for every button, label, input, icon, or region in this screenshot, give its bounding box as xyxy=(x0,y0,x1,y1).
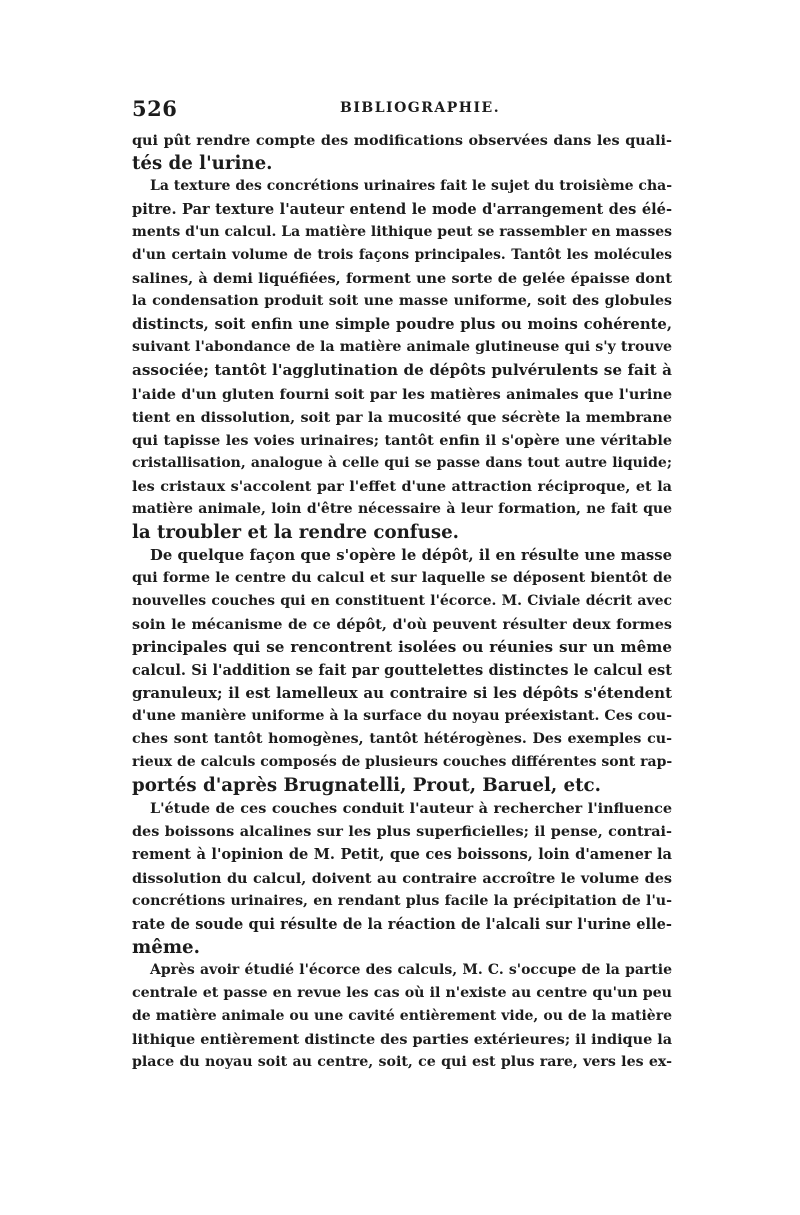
text-line: place du noyau soit au centre, soit, ce qui est plus rare, vers les ex- xyxy=(132,1053,672,1070)
text-line: suivant l'abondance de la matière animale glutineuse qui s'y trouve xyxy=(132,339,672,356)
text-line: L'étude de ces couches conduit l'auteur à rechercher l'influence xyxy=(150,800,672,818)
text-line: qui forme le centre du calcul et sur laquelle se déposent bientôt de xyxy=(132,569,672,586)
text-line: calcul. Si l'addition se fait par gouttelettes distinctes le calcul est xyxy=(132,662,672,680)
text-line: centrale et passe en revue les cas où il n'existe au centre qu'un peu xyxy=(132,984,672,1001)
text-line: lithique entièrement distincte des parties extérieures; il indique la xyxy=(132,1030,672,1048)
text-line: soin le mécanisme de ce dépôt, d'où peuvent résulter deux formes xyxy=(132,615,672,633)
text-line: granuleux; il est lamelleux au contraire si les dépôts s'étendent xyxy=(132,684,672,703)
text-line: principales qui se rencontrent isolées ou réunies sur un même xyxy=(132,638,672,657)
text-line: De quelque façon que s'opère le dépôt, il en résulte une masse xyxy=(150,546,672,564)
text-line: qui pût rendre compte des modifications observées dans les quali- xyxy=(132,132,672,149)
text-line: concrétions urinaires, en rendant plus facile la précipitation de l'u- xyxy=(132,892,672,909)
text-line: dissolution du calcul, doivent au contraire accroître le volume des xyxy=(132,869,672,887)
text-line: qui tapisse les voies urinaires; tantôt enfin il s'opère une véritable xyxy=(132,431,672,449)
page-header xyxy=(132,96,672,124)
text-line: distincts, soit enfin une simple poudre plus ou moins cohérente, xyxy=(132,316,672,334)
text-line: la condensation produit soit une masse uniforme, soit des globules xyxy=(132,293,672,310)
text-line: cristallisation, analogue à celle qui se passe dans tout autre liquide; xyxy=(132,454,672,471)
text-line: même. xyxy=(132,936,200,958)
text-line: associée; tantôt l'agglutination de dépôts pulvérulents se fait à xyxy=(132,361,672,380)
text-line: pitre. Par texture l'auteur entend le mode d'arrangement des élé- xyxy=(132,201,672,219)
text-line: ches sont tantôt homogènes, tantôt hétérogènes. Des exemples cu- xyxy=(132,731,672,748)
text-line: Après avoir étudié l'écorce des calculs, M. C. s'occupe de la partie xyxy=(150,961,672,978)
text-line: de matière animale ou une cavité entièrement vide, ou de la matière xyxy=(132,1007,672,1024)
text-line: rement à l'opinion de M. Petit, que ces boissons, loin d'amener la xyxy=(132,846,672,864)
text-line: d'une manière uniforme à la surface du noyau préexistant. Ces cou- xyxy=(132,708,672,725)
text-line: des boissons alcalines sur les plus superficielles; il pense, contrai- xyxy=(132,823,672,841)
page-number: 526 xyxy=(132,96,178,121)
text-line: portés d'après Brugnatelli, Prout, Baruel, etc. xyxy=(132,775,601,797)
text-line: rieux de calculs composés de plusieurs couches différentes sont rap- xyxy=(132,754,672,771)
text-line: salines, à demi liquéfiées, forment une sorte de gelée épaisse dont xyxy=(132,270,672,288)
text-line: matière animale, loin d'être nécessaire à leur formation, ne fait que xyxy=(132,500,672,517)
running-head: BIBLIOGRAPHIE. xyxy=(340,100,501,116)
text-line: d'un certain volume de trois façons principales. Tantôt les molécules xyxy=(132,247,672,264)
text-line: les cristaux s'accolent par l'effet d'une attraction réciproque, et la xyxy=(132,477,672,495)
text-line: tient en dissolution, soit par la mucosité que sécrète la membrane xyxy=(132,408,672,426)
text-line: la troubler et la rendre confuse. xyxy=(132,521,460,543)
text-line: La texture des concrétions urinaires fait le sujet du troisième cha- xyxy=(150,178,672,195)
text-line: rate de soude qui résulte de la réaction de l'alcali sur l'urine elle- xyxy=(132,915,672,933)
text-line: nouvelles couches qui en constituent l'écorce. M. Civiale décrit avec xyxy=(132,592,672,609)
text-line: tés de l'urine. xyxy=(132,153,273,175)
body-text xyxy=(132,129,672,1074)
text-line: ments d'un calcul. La matière lithique peut se rassembler en masses xyxy=(132,224,672,241)
text-line: l'aide d'un gluten fourni soit par les matières animales que l'urine xyxy=(132,385,672,403)
